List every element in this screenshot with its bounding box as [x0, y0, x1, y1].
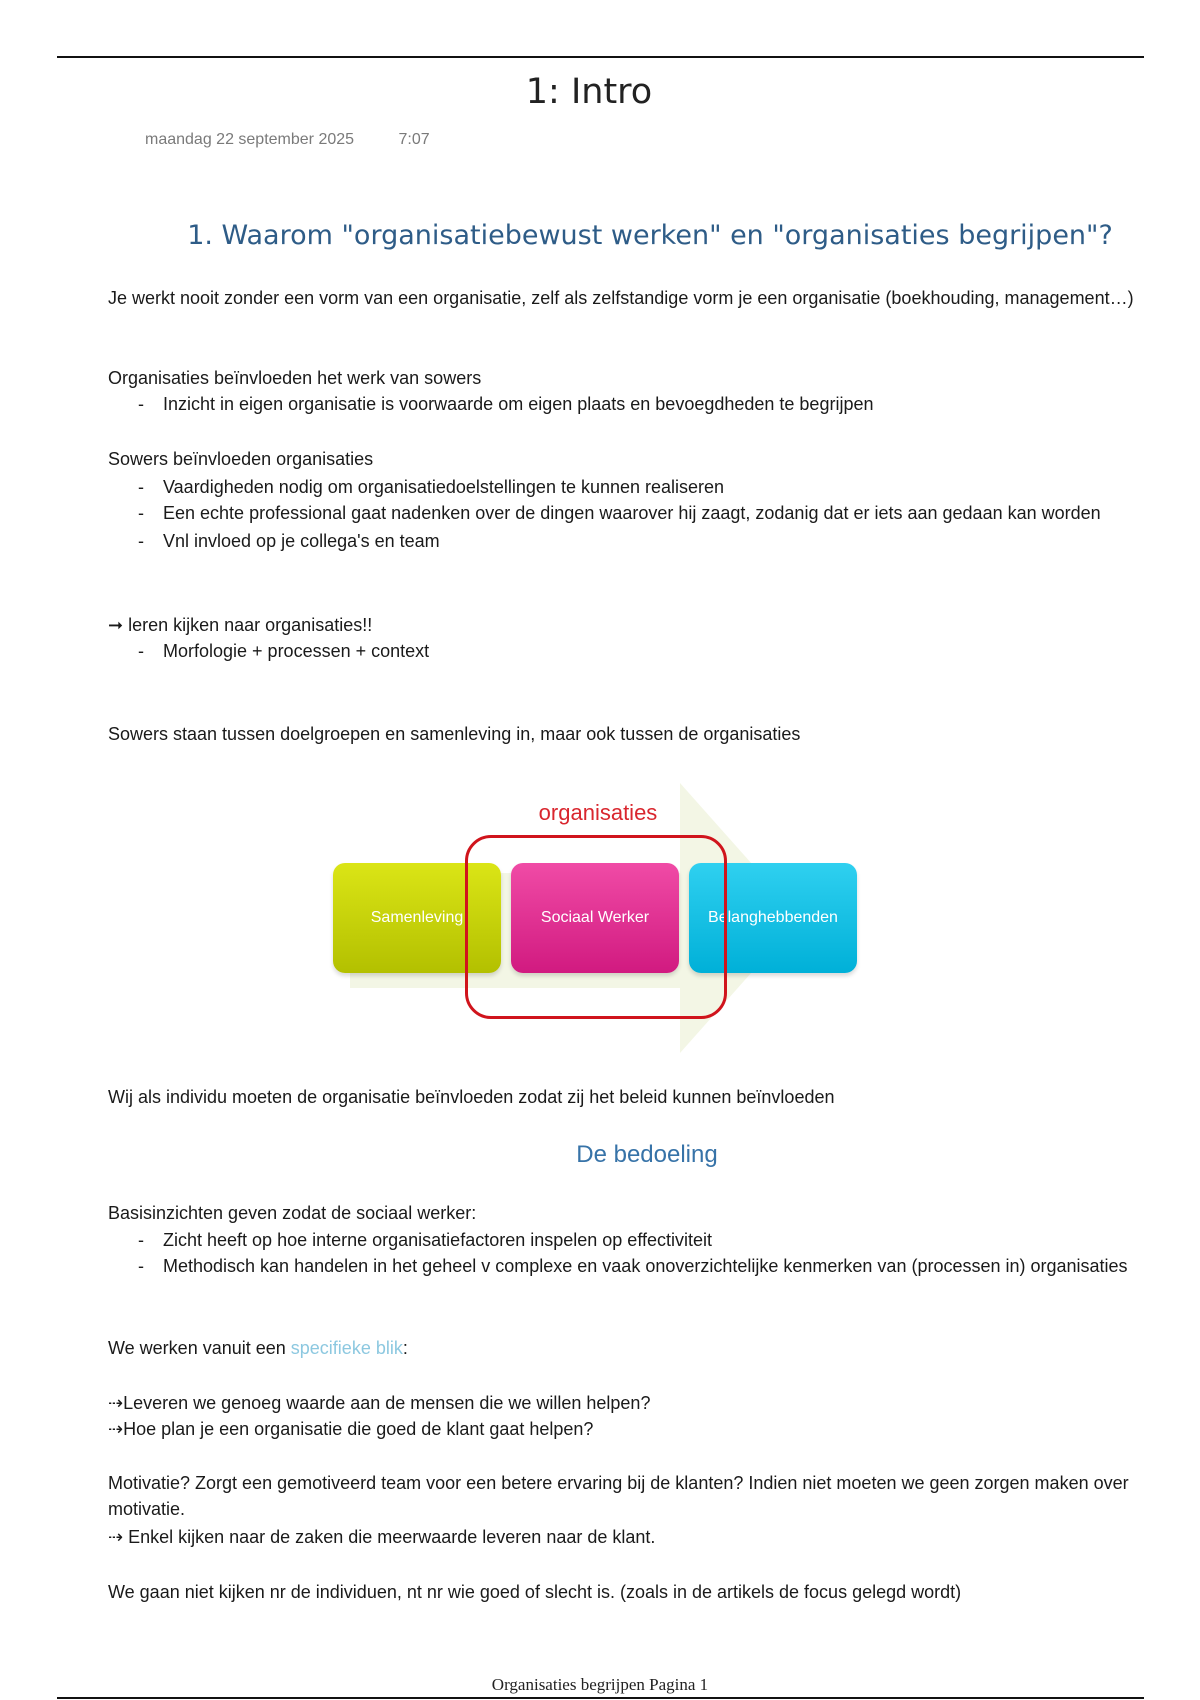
specifieke-blik-link[interactable]: specifieke blik	[290, 1338, 403, 1358]
between-paragraph: Sowers staan tussen doelgroepen en samenleving in, maar ook tussen de organisaties	[108, 724, 801, 744]
list-item: - Methodisch kan handelen in het geheel v complexe en vaak onoverzichtelijke kenmerken van (processen in) organisaties	[138, 1253, 1138, 1279]
block2-list	[138, 474, 1138, 554]
list-item: - Morfologie + processen + context	[138, 638, 1138, 664]
intro-paragraph: Je werkt nooit zonder een vorm van een organisatie, zelf als zelfstandige vorm je een organisatie (boekhouding, management…)	[108, 288, 1134, 308]
list-item: - Zicht heeft op hoe interne organisatiefactoren inspelen op effectiviteit	[138, 1227, 1138, 1253]
block1-list	[138, 391, 1138, 417]
section-heading: 1. Waarom "organisatiebewust werken" en "organisaties begrijpen"?	[187, 220, 1113, 251]
section2-intro: Basisinzichten geven zodat de sociaal werker:	[108, 1203, 477, 1223]
section2-list	[138, 1227, 1138, 1279]
page-title: 1: Intro	[525, 72, 653, 112]
page-footer: Organisaties begrijpen Pagina 1	[491, 1675, 709, 1694]
list-item: - Een echte professional gaat nadenken over de dingen waarover hij zaagt, zodanig dat er iets aan gedaan kan worden	[138, 500, 1138, 526]
after-diagram-paragraph: Wij als individu moeten de organisatie beïnvloeden zodat zij het beleid kunnen beïnvloeden	[108, 1087, 835, 1107]
page-meta	[145, 131, 430, 149]
box-belanghebbenden: Belanghebbenden	[689, 863, 857, 973]
list-item: - Vnl invloed op je collega's en team	[138, 528, 1138, 554]
organisaties-highlight-ring	[465, 835, 727, 1019]
organisation-diagram	[320, 778, 880, 1058]
top-rule	[57, 56, 1144, 58]
question-2: ⇢Hoe plan je een organisatie die goed de klant gaat helpen?	[108, 1419, 594, 1439]
page-date: maandag 22 september 2025	[145, 131, 355, 148]
blik-prefix: We werken vanuit een	[108, 1338, 291, 1358]
motivatie-paragraph: Motivatie? Zorgt een gemotiveerd team voor een betere ervaring bij de klanten? Indien niet moeten we geen zorgen maken over motivatie.	[108, 1473, 1129, 1519]
last-paragraph: We gaan niet kijken nr de individuen, nt nr wie goed of slecht is. (zoals in de artikels de focus gelegd wordt)	[108, 1582, 962, 1602]
box-sociaal-werker: Sociaal Werker	[511, 863, 679, 973]
page-time: 7:07	[398, 131, 430, 148]
blik-suffix: :	[402, 1338, 408, 1358]
bottom-rule	[57, 1697, 1144, 1699]
blik-paragraph	[108, 1335, 1168, 1361]
block3-title: ➞ leren kijken naar organisaties!!	[108, 615, 373, 635]
subsection-heading: De bedoeling	[576, 1141, 718, 1168]
box-samenleving: Samenleving	[333, 863, 501, 973]
block2-title: Sowers beïnvloeden organisaties	[108, 449, 374, 469]
organisaties-label: organisaties	[538, 800, 658, 825]
list-item: - Vaardigheden nodig om organisatiedoelstellingen te kunnen realiseren	[138, 474, 1138, 500]
block1-title: Organisaties beïnvloeden het werk van sowers	[108, 368, 482, 388]
question-1: ⇢Leveren we genoeg waarde aan de mensen die we willen helpen?	[108, 1393, 651, 1413]
motivatie-arrow: ⇢ Enkel kijken naar de zaken die meerwaarde leveren naar de klant.	[108, 1527, 656, 1547]
block3-list	[138, 638, 1138, 664]
list-item: - Inzicht in eigen organisatie is voorwaarde om eigen plaats en bevoegdheden te begrijpen	[138, 391, 1138, 417]
